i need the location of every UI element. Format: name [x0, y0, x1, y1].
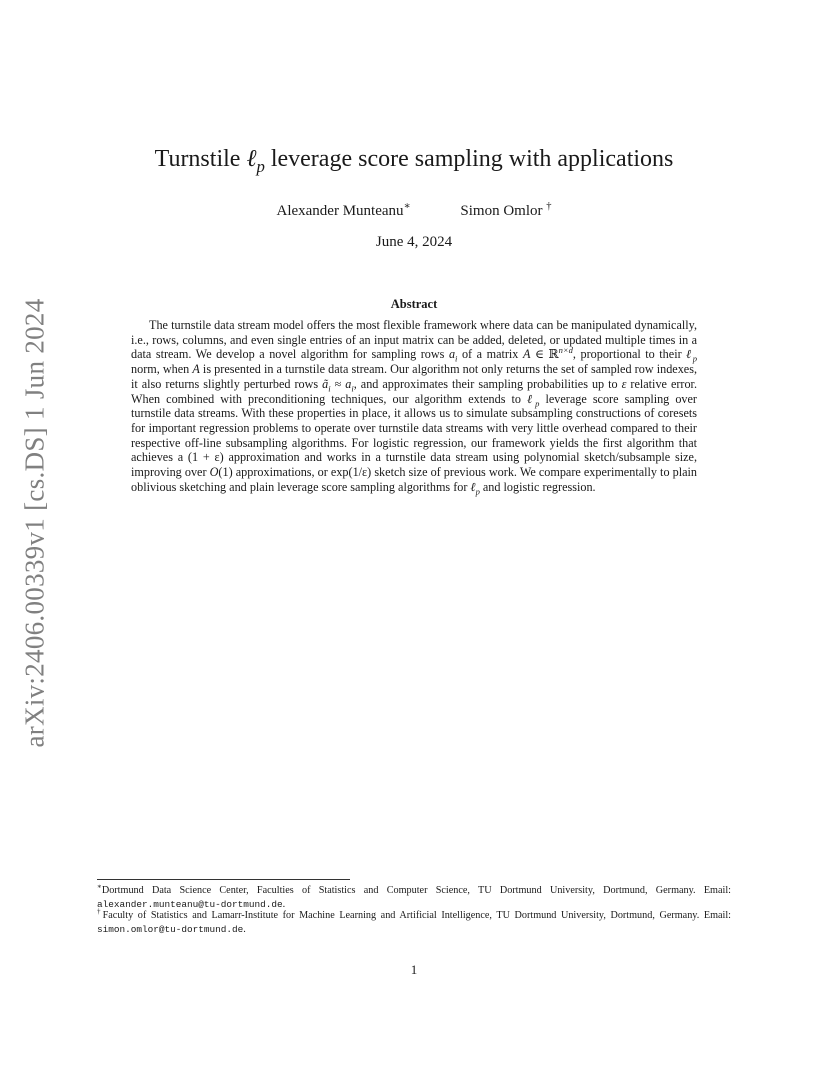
paper-date: June 4, 2024	[375, 234, 453, 250]
abstract-body: The turnstile data stream model offers the most flexible framework where data can be manipulated dynamically, i.e., rows, columns, and even single entries of an input matrix can be added, deleted, or updated multiple times in a data stream. We develop a novel algorithm for sampling rows $a_i$ of a matrix A ∈ ℝ$^{n\times d}$, proportional to their ℓ$_p$ norm, when A is presented in a turnstile data stream. Our algorithm not only returns the set of sampled row indexes, it also returns slightly perturbed rows $ã_i \approx a_i$, and approximates their sampling probabilities up to ε relative error. When combined with preconditioning techniques, our algorithm extends to ℓ$_p$ leverage score sampling over turnstile data streams. With these properties in place, it allows us to simulate subsampling constructions of coresets for important regression problems to operate over turnstile data streams with very little overhead compared to their respective off-line subsampling algorithms. For logistic regression, our framework yields the first algorithm that achieves a (1 + ε) approximation and works in a turnstile data stream using polynomial sketch/subsample size, improving over O(1) approximations, or exp(1/ε) sketch size of previous work. We compare experimentally to plain oblivious sketching and plain leverage score sampling algorithms for ℓ$_p$ and logistic regression.	[131, 318, 698, 497]
footnote-munteanu: ∗Dortmund Data Science Center, Faculties of Statistics and Computer Science, TU Dortmund University, Dortmund, Germany. Email: alexander.munteanu@tu-dortmund.de.	[97, 882, 731, 910]
author-list	[0, 203, 828, 220]
paper-title: Turnstile ℓ$_p$ leverage score sampling with applications	[154, 146, 674, 176]
arxiv-sidebar-stamp	[17, 298, 53, 748]
author-omlor: Simon Omlor †	[460, 201, 552, 219]
email-link-munteanu[interactable]: alexander.munteanu@tu-dortmund.de	[97, 898, 283, 910]
arxiv-identifier: arXiv:2406.00339v1 [cs.DS] 1 Jun 2024	[19, 298, 50, 748]
page-number: 1	[410, 962, 418, 977]
footnote-mark: ∗	[97, 882, 102, 891]
footnote-divider	[97, 879, 350, 880]
author-munteanu: Alexander Munteanu∗	[276, 201, 411, 219]
email-link-omlor[interactable]: simon.omlor@tu-dortmund.de	[97, 923, 244, 935]
footnote-mark: †	[546, 201, 552, 212]
footnote-omlor: †Faculty of Statistics and Lamarr-Institute for Machine Learning and Artificial Intelligence, TU Dortmund University, Dortmund, Germany. Email: simon.omlor@tu-dortmund.de.	[97, 907, 732, 935]
footnote-mark: †	[97, 907, 103, 916]
abstract-heading: Abstract	[390, 297, 438, 311]
footnote-mark: ∗	[403, 201, 411, 212]
